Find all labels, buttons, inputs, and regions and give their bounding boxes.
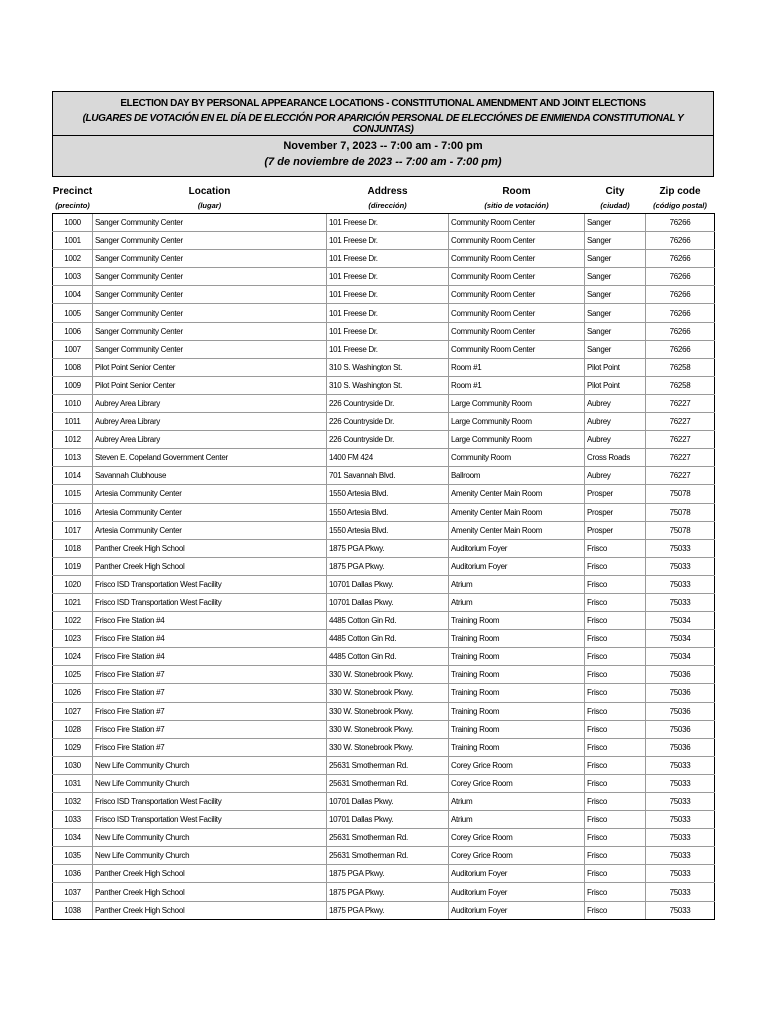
- address-cell: 1550 Artesia Blvd.: [327, 485, 449, 503]
- zip-cell: 75033: [646, 901, 715, 919]
- city-cell: Sanger: [585, 250, 646, 268]
- address-cell: 25631 Smotherman Rd.: [327, 756, 449, 774]
- location-cell: Steven E. Copeland Government Center: [93, 449, 327, 467]
- zip-cell: 76266: [646, 322, 715, 340]
- location-cell: Frisco Fire Station #4: [93, 630, 327, 648]
- location-cell: Frisco Fire Station #7: [93, 702, 327, 720]
- city-cell: Prosper: [585, 485, 646, 503]
- location-cell: Savannah Clubhouse: [93, 467, 327, 485]
- table-row: [53, 702, 715, 720]
- address-cell: 1875 PGA Pkwy.: [327, 865, 449, 883]
- address-cell: 25631 Smotherman Rd.: [327, 847, 449, 865]
- location-cell: New Life Community Church: [93, 774, 327, 792]
- address-cell: 10701 Dallas Pkwy.: [327, 811, 449, 829]
- city-cell: Prosper: [585, 503, 646, 521]
- room-cell: Large Community Room: [449, 394, 585, 412]
- room-cell: Community Room Center: [449, 232, 585, 250]
- city-cell: Frisco: [585, 847, 646, 865]
- precinct-cell: 1027: [53, 702, 93, 720]
- zip-cell: 75033: [646, 829, 715, 847]
- room-cell: Large Community Room: [449, 431, 585, 449]
- zip-cell: 75033: [646, 756, 715, 774]
- table-row: [53, 521, 715, 539]
- header-zip-es: (código postal): [646, 197, 715, 214]
- room-cell: Auditorium Foyer: [449, 557, 585, 575]
- room-cell: Atrium: [449, 593, 585, 611]
- location-cell: Artesia Community Center: [93, 521, 327, 539]
- zip-cell: 76227: [646, 431, 715, 449]
- table-row: [53, 793, 715, 811]
- room-cell: Amenity Center Main Room: [449, 521, 585, 539]
- address-cell: 101 Freese Dr.: [327, 214, 449, 232]
- location-cell: Pilot Point Senior Center: [93, 358, 327, 376]
- table-row: [53, 413, 715, 431]
- precinct-cell: 1008: [53, 358, 93, 376]
- location-cell: Sanger Community Center: [93, 340, 327, 358]
- city-cell: Sanger: [585, 286, 646, 304]
- precinct-cell: 1025: [53, 666, 93, 684]
- room-cell: Auditorium Foyer: [449, 539, 585, 557]
- precinct-cell: 1026: [53, 684, 93, 702]
- table-row: [53, 431, 715, 449]
- location-cell: Panther Creek High School: [93, 883, 327, 901]
- city-cell: Pilot Point: [585, 358, 646, 376]
- room-cell: Amenity Center Main Room: [449, 485, 585, 503]
- zip-cell: 75033: [646, 774, 715, 792]
- table-row: [53, 304, 715, 322]
- location-cell: Frisco Fire Station #7: [93, 738, 327, 756]
- city-cell: Sanger: [585, 214, 646, 232]
- room-cell: Community Room Center: [449, 340, 585, 358]
- address-cell: 101 Freese Dr.: [327, 268, 449, 286]
- table-row: [53, 684, 715, 702]
- city-cell: Aubrey: [585, 467, 646, 485]
- precinct-cell: 1009: [53, 376, 93, 394]
- precinct-cell: 1028: [53, 720, 93, 738]
- city-cell: Frisco: [585, 648, 646, 666]
- zip-cell: 75033: [646, 593, 715, 611]
- address-cell: 1875 PGA Pkwy.: [327, 539, 449, 557]
- address-cell: 226 Countryside Dr.: [327, 413, 449, 431]
- address-cell: 4485 Cotton Gin Rd.: [327, 612, 449, 630]
- table-row: [53, 485, 715, 503]
- zip-cell: 75033: [646, 557, 715, 575]
- address-cell: 1875 PGA Pkwy.: [327, 883, 449, 901]
- city-cell: Frisco: [585, 630, 646, 648]
- address-cell: 226 Countryside Dr.: [327, 394, 449, 412]
- address-cell: 1400 FM 424: [327, 449, 449, 467]
- table-row: [53, 865, 715, 883]
- location-cell: Frisco ISD Transportation West Facility: [93, 793, 327, 811]
- address-cell: 101 Freese Dr.: [327, 340, 449, 358]
- city-cell: Aubrey: [585, 431, 646, 449]
- table-row: [53, 467, 715, 485]
- precinct-cell: 1007: [53, 340, 93, 358]
- address-cell: 1875 PGA Pkwy.: [327, 901, 449, 919]
- room-cell: Community Room Center: [449, 286, 585, 304]
- city-cell: Frisco: [585, 557, 646, 575]
- zip-cell: 76266: [646, 250, 715, 268]
- precinct-cell: 1022: [53, 612, 93, 630]
- table-row: [53, 340, 715, 358]
- location-cell: Sanger Community Center: [93, 304, 327, 322]
- city-cell: Pilot Point: [585, 376, 646, 394]
- room-cell: Corey Grice Room: [449, 829, 585, 847]
- zip-cell: 76266: [646, 268, 715, 286]
- location-cell: Sanger Community Center: [93, 268, 327, 286]
- location-cell: New Life Community Church: [93, 756, 327, 774]
- table-body: [53, 214, 715, 920]
- polling-locations-sheet: [52, 91, 714, 920]
- precinct-cell: 1037: [53, 883, 93, 901]
- room-cell: Corey Grice Room: [449, 847, 585, 865]
- address-cell: 25631 Smotherman Rd.: [327, 829, 449, 847]
- room-cell: Auditorium Foyer: [449, 883, 585, 901]
- table-row: [53, 214, 715, 232]
- room-cell: Community Room Center: [449, 214, 585, 232]
- room-cell: Community Room Center: [449, 250, 585, 268]
- table-row: [53, 630, 715, 648]
- address-cell: 330 W. Stonebrook Pkwy.: [327, 684, 449, 702]
- table-row: [53, 593, 715, 611]
- address-cell: 101 Freese Dr.: [327, 250, 449, 268]
- zip-cell: 76266: [646, 214, 715, 232]
- city-cell: Frisco: [585, 829, 646, 847]
- zip-cell: 75033: [646, 793, 715, 811]
- table-row: [53, 883, 715, 901]
- address-cell: 310 S. Washington St.: [327, 358, 449, 376]
- table-row: [53, 268, 715, 286]
- room-cell: Training Room: [449, 666, 585, 684]
- precinct-cell: 1034: [53, 829, 93, 847]
- room-cell: Community Room Center: [449, 268, 585, 286]
- location-cell: Sanger Community Center: [93, 286, 327, 304]
- precinct-cell: 1001: [53, 232, 93, 250]
- zip-cell: 75034: [646, 612, 715, 630]
- location-cell: Aubrey Area Library: [93, 394, 327, 412]
- header-row-spanish: [53, 197, 715, 214]
- room-cell: Auditorium Foyer: [449, 865, 585, 883]
- header-room-es: (sitio de votación): [449, 197, 585, 214]
- room-cell: Training Room: [449, 684, 585, 702]
- header-row: [53, 177, 715, 197]
- address-cell: 101 Freese Dr.: [327, 304, 449, 322]
- room-cell: Training Room: [449, 630, 585, 648]
- precinct-cell: 1020: [53, 575, 93, 593]
- city-cell: Frisco: [585, 865, 646, 883]
- location-cell: Panther Creek High School: [93, 557, 327, 575]
- table-row: [53, 394, 715, 412]
- location-cell: Sanger Community Center: [93, 214, 327, 232]
- city-cell: Frisco: [585, 612, 646, 630]
- room-cell: Ballroom: [449, 467, 585, 485]
- header-city-es: (ciudad): [585, 197, 646, 214]
- table-row: [53, 358, 715, 376]
- zip-cell: 76227: [646, 449, 715, 467]
- precinct-cell: 1000: [53, 214, 93, 232]
- table-row: [53, 666, 715, 684]
- table-row: [53, 286, 715, 304]
- zip-cell: 75036: [646, 684, 715, 702]
- location-cell: Frisco Fire Station #7: [93, 666, 327, 684]
- precinct-cell: 1015: [53, 485, 93, 503]
- precinct-cell: 1013: [53, 449, 93, 467]
- zip-cell: 76258: [646, 376, 715, 394]
- header-address: Address: [367, 186, 408, 197]
- city-cell: Frisco: [585, 774, 646, 792]
- header-city: City: [605, 186, 625, 197]
- precinct-cell: 1035: [53, 847, 93, 865]
- zip-cell: 76227: [646, 467, 715, 485]
- city-cell: Frisco: [585, 883, 646, 901]
- header-address-es: (dirección): [327, 197, 449, 214]
- room-cell: Room #1: [449, 358, 585, 376]
- table-row: [53, 901, 715, 919]
- location-cell: New Life Community Church: [93, 829, 327, 847]
- location-cell: Aubrey Area Library: [93, 431, 327, 449]
- city-cell: Sanger: [585, 304, 646, 322]
- precinct-cell: 1038: [53, 901, 93, 919]
- address-cell: 1550 Artesia Blvd.: [327, 503, 449, 521]
- zip-cell: 75033: [646, 811, 715, 829]
- address-cell: 101 Freese Dr.: [327, 286, 449, 304]
- table-row: [53, 449, 715, 467]
- table-row: [53, 648, 715, 666]
- precinct-cell: 1005: [53, 304, 93, 322]
- precinct-cell: 1019: [53, 557, 93, 575]
- precinct-cell: 1011: [53, 413, 93, 431]
- precinct-cell: 1003: [53, 268, 93, 286]
- location-cell: Frisco ISD Transportation West Facility: [93, 593, 327, 611]
- header-precinct: Precinct: [52, 186, 93, 197]
- room-cell: Training Room: [449, 738, 585, 756]
- address-cell: 330 W. Stonebrook Pkwy.: [327, 738, 449, 756]
- precinct-cell: 1030: [53, 756, 93, 774]
- table-row: [53, 503, 715, 521]
- table-row: [53, 738, 715, 756]
- zip-cell: 76227: [646, 394, 715, 412]
- precinct-cell: 1033: [53, 811, 93, 829]
- city-cell: Sanger: [585, 268, 646, 286]
- city-cell: Prosper: [585, 521, 646, 539]
- city-cell: Sanger: [585, 232, 646, 250]
- precinct-cell: 1024: [53, 648, 93, 666]
- city-cell: Frisco: [585, 539, 646, 557]
- room-cell: Community Room Center: [449, 322, 585, 340]
- address-cell: 10701 Dallas Pkwy.: [327, 575, 449, 593]
- locations-table: [52, 177, 715, 920]
- zip-cell: 75033: [646, 865, 715, 883]
- address-cell: 10701 Dallas Pkwy.: [327, 593, 449, 611]
- address-cell: 330 W. Stonebrook Pkwy.: [327, 666, 449, 684]
- room-cell: Community Room: [449, 449, 585, 467]
- location-cell: Frisco Fire Station #4: [93, 648, 327, 666]
- zip-cell: 75033: [646, 847, 715, 865]
- room-cell: Corey Grice Room: [449, 774, 585, 792]
- title-banner: [52, 91, 714, 136]
- location-cell: Frisco Fire Station #7: [93, 684, 327, 702]
- location-cell: Artesia Community Center: [93, 485, 327, 503]
- city-cell: Frisco: [585, 756, 646, 774]
- city-cell: Sanger: [585, 322, 646, 340]
- room-cell: Large Community Room: [449, 413, 585, 431]
- zip-cell: 75036: [646, 720, 715, 738]
- precinct-cell: 1016: [53, 503, 93, 521]
- precinct-cell: 1018: [53, 539, 93, 557]
- location-cell: Sanger Community Center: [93, 232, 327, 250]
- location-cell: Panther Creek High School: [93, 865, 327, 883]
- city-cell: Frisco: [585, 901, 646, 919]
- zip-cell: 76266: [646, 340, 715, 358]
- room-cell: Training Room: [449, 702, 585, 720]
- location-cell: Panther Creek High School: [93, 901, 327, 919]
- header-room: Room: [502, 186, 531, 197]
- zip-cell: 75033: [646, 539, 715, 557]
- room-cell: Atrium: [449, 811, 585, 829]
- city-cell: Cross Roads: [585, 449, 646, 467]
- city-cell: Frisco: [585, 666, 646, 684]
- room-cell: Training Room: [449, 648, 585, 666]
- precinct-cell: 1021: [53, 593, 93, 611]
- title-english: ELECTION DAY BY PERSONAL APPEARANCE LOCATIONS - CONSTITUTIONAL AMENDMENT AND JOINT ELECTIONS: [120, 98, 646, 109]
- zip-cell: 75036: [646, 666, 715, 684]
- precinct-cell: 1031: [53, 774, 93, 792]
- location-cell: Artesia Community Center: [93, 503, 327, 521]
- room-cell: Training Room: [449, 612, 585, 630]
- location-cell: Frisco ISD Transportation West Facility: [93, 575, 327, 593]
- table-row: [53, 539, 715, 557]
- precinct-cell: 1010: [53, 394, 93, 412]
- location-cell: Panther Creek High School: [93, 539, 327, 557]
- zip-cell: 75033: [646, 883, 715, 901]
- room-cell: Training Room: [449, 720, 585, 738]
- city-cell: Aubrey: [585, 413, 646, 431]
- room-cell: Atrium: [449, 575, 585, 593]
- table-row: [53, 829, 715, 847]
- zip-cell: 76227: [646, 413, 715, 431]
- table-row: [53, 612, 715, 630]
- city-cell: Frisco: [585, 720, 646, 738]
- address-cell: 101 Freese Dr.: [327, 322, 449, 340]
- zip-cell: 75078: [646, 521, 715, 539]
- header-location-es: (lugar): [93, 197, 327, 214]
- room-cell: Atrium: [449, 793, 585, 811]
- city-cell: Frisco: [585, 811, 646, 829]
- location-cell: Aubrey Area Library: [93, 413, 327, 431]
- precinct-cell: 1032: [53, 793, 93, 811]
- zip-cell: 75078: [646, 485, 715, 503]
- zip-cell: 76266: [646, 304, 715, 322]
- city-cell: Sanger: [585, 340, 646, 358]
- address-cell: 226 Countryside Dr.: [327, 431, 449, 449]
- table-row: [53, 232, 715, 250]
- address-cell: 4485 Cotton Gin Rd.: [327, 630, 449, 648]
- table-row: [53, 575, 715, 593]
- location-cell: Frisco Fire Station #7: [93, 720, 327, 738]
- precinct-cell: 1023: [53, 630, 93, 648]
- address-cell: 1875 PGA Pkwy.: [327, 557, 449, 575]
- address-cell: 330 W. Stonebrook Pkwy.: [327, 702, 449, 720]
- table-row: [53, 774, 715, 792]
- location-cell: Sanger Community Center: [93, 322, 327, 340]
- room-cell: Corey Grice Room: [449, 756, 585, 774]
- location-cell: New Life Community Church: [93, 847, 327, 865]
- room-cell: Auditorium Foyer: [449, 901, 585, 919]
- table-row: [53, 811, 715, 829]
- header-location: Location: [188, 186, 231, 197]
- location-cell: Frisco Fire Station #4: [93, 612, 327, 630]
- address-cell: 701 Savannah Blvd.: [327, 467, 449, 485]
- precinct-cell: 1012: [53, 431, 93, 449]
- room-cell: Amenity Center Main Room: [449, 503, 585, 521]
- zip-cell: 75034: [646, 648, 715, 666]
- city-cell: Frisco: [585, 593, 646, 611]
- city-cell: Frisco: [585, 738, 646, 756]
- precinct-cell: 1017: [53, 521, 93, 539]
- room-cell: Community Room Center: [449, 304, 585, 322]
- precinct-cell: 1029: [53, 738, 93, 756]
- zip-cell: 75036: [646, 702, 715, 720]
- address-cell: 10701 Dallas Pkwy.: [327, 793, 449, 811]
- address-cell: 330 W. Stonebrook Pkwy.: [327, 720, 449, 738]
- address-cell: 1550 Artesia Blvd.: [327, 521, 449, 539]
- address-cell: 101 Freese Dr.: [327, 232, 449, 250]
- location-cell: Sanger Community Center: [93, 250, 327, 268]
- city-cell: Aubrey: [585, 394, 646, 412]
- zip-cell: 76258: [646, 358, 715, 376]
- precinct-cell: 1004: [53, 286, 93, 304]
- address-cell: 310 S. Washington St.: [327, 376, 449, 394]
- precinct-cell: 1036: [53, 865, 93, 883]
- header-precinct-es: (precinto): [53, 197, 93, 214]
- precinct-cell: 1014: [53, 467, 93, 485]
- location-cell: Frisco ISD Transportation West Facility: [93, 811, 327, 829]
- table-row: [53, 322, 715, 340]
- zip-cell: 75033: [646, 575, 715, 593]
- precinct-cell: 1006: [53, 322, 93, 340]
- header-zip: Zip code: [659, 186, 701, 197]
- address-cell: 4485 Cotton Gin Rd.: [327, 648, 449, 666]
- title-spanish: (LUGARES DE VOTACIÓN EN EL DÍA DE ELECCIÓN POR APARICIÓN PERSONAL DE ELECCIÓNES DE ENMIENDA CONSTITUTIONAL Y CONJUNTAS): [82, 113, 684, 135]
- precinct-cell: 1002: [53, 250, 93, 268]
- date-banner: [52, 136, 714, 177]
- date-spanish: (7 de noviembre de 2023 -- 7:00 am - 7:00 pm): [264, 156, 502, 168]
- table-row: [53, 557, 715, 575]
- table-row: [53, 376, 715, 394]
- city-cell: Frisco: [585, 684, 646, 702]
- table-row: [53, 720, 715, 738]
- zip-cell: 75078: [646, 503, 715, 521]
- zip-cell: 76266: [646, 286, 715, 304]
- zip-cell: 75036: [646, 738, 715, 756]
- address-cell: 25631 Smotherman Rd.: [327, 774, 449, 792]
- table-row: [53, 250, 715, 268]
- zip-cell: 76266: [646, 232, 715, 250]
- table-row: [53, 847, 715, 865]
- city-cell: Frisco: [585, 793, 646, 811]
- city-cell: Frisco: [585, 575, 646, 593]
- city-cell: Frisco: [585, 702, 646, 720]
- location-cell: Pilot Point Senior Center: [93, 376, 327, 394]
- date-english: November 7, 2023 -- 7:00 am - 7:00 pm: [283, 140, 483, 152]
- room-cell: Room #1: [449, 376, 585, 394]
- table-row: [53, 756, 715, 774]
- zip-cell: 75034: [646, 630, 715, 648]
